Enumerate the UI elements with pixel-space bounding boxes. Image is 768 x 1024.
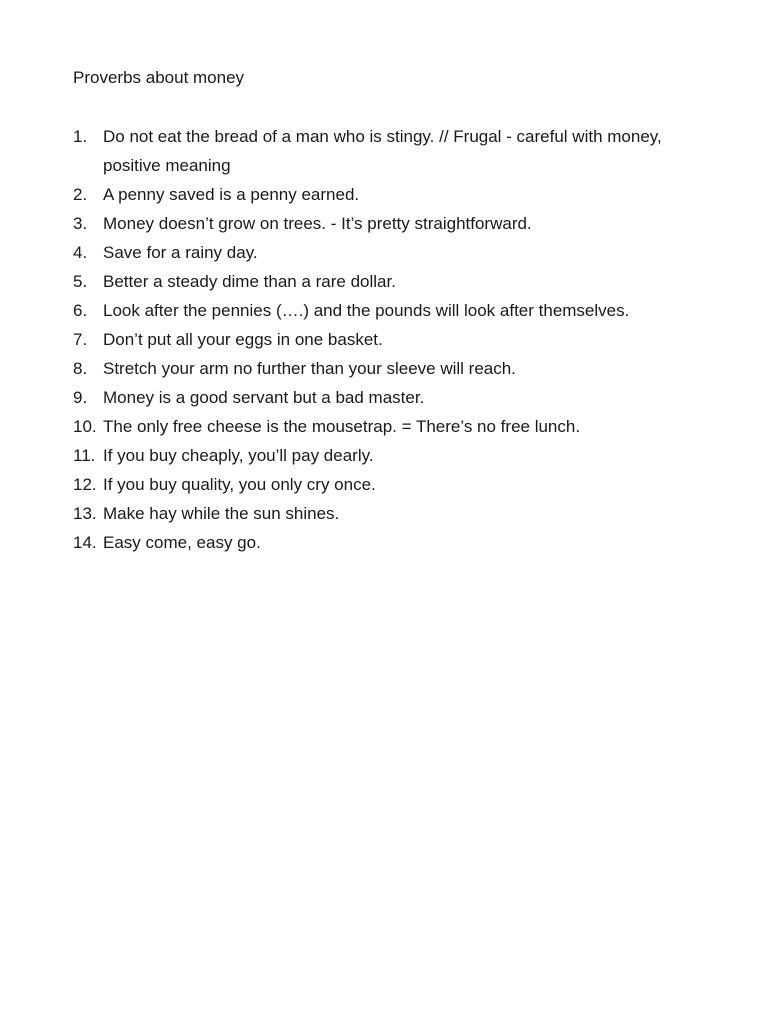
list-item-text: Do not eat the bread of a man who is stingy. // Frugal - careful with money, positive meaning bbox=[103, 127, 662, 175]
list-item-number: 2. bbox=[73, 185, 88, 204]
list-item-text: Save for a rainy day. bbox=[103, 243, 258, 262]
document-title: Proverbs about money bbox=[73, 68, 245, 87]
list-item bbox=[73, 296, 693, 325]
list-item bbox=[73, 325, 693, 354]
list-item-text: Make hay while the sun shines. bbox=[103, 504, 340, 523]
list-item-text: Don’t put all your eggs in one basket. bbox=[103, 330, 383, 349]
list-item bbox=[73, 383, 693, 412]
list-item bbox=[73, 180, 693, 209]
proverb-list bbox=[73, 122, 693, 557]
list-item-number: 12. bbox=[73, 475, 97, 494]
list-item-text: Easy come, easy go. bbox=[103, 533, 261, 552]
list-item bbox=[73, 354, 693, 383]
list-item-number: 8. bbox=[73, 359, 88, 378]
list-item bbox=[73, 470, 693, 499]
list-item-text: Look after the pennies (….) and the pounds will look after themselves. bbox=[103, 301, 630, 320]
list-item bbox=[73, 267, 693, 296]
list-item bbox=[73, 209, 693, 238]
list-item-number: 10. bbox=[73, 417, 97, 436]
list-item-text: Money is a good servant but a bad master. bbox=[103, 388, 425, 407]
list-item-text: Money doesn’t grow on trees. - It’s pretty straightforward. bbox=[103, 214, 532, 233]
list-item-number: 7. bbox=[73, 330, 88, 349]
list-item-number: 9. bbox=[73, 388, 88, 407]
list-item-number: 6. bbox=[73, 301, 88, 320]
list-item bbox=[73, 528, 693, 557]
list-item-text: Stretch your arm no further than your sleeve will reach. bbox=[103, 359, 516, 378]
list-item-text: A penny saved is a penny earned. bbox=[103, 185, 360, 204]
list-item bbox=[73, 122, 693, 180]
list-item bbox=[73, 412, 693, 441]
list-item bbox=[73, 441, 693, 470]
list-item-number: 3. bbox=[73, 214, 88, 233]
list-item-text: If you buy cheaply, you’ll pay dearly. bbox=[103, 446, 374, 465]
list-item bbox=[73, 499, 693, 528]
list-item bbox=[73, 238, 693, 267]
list-item-text: Better a steady dime than a rare dollar. bbox=[103, 272, 396, 291]
list-item-number: 14. bbox=[73, 533, 97, 552]
list-item-number: 4. bbox=[73, 243, 88, 262]
list-item-number: 1. bbox=[73, 127, 88, 146]
list-item-number: 13. bbox=[73, 504, 97, 523]
list-item-text: The only free cheese is the mousetrap. = There’s no free lunch. bbox=[103, 417, 581, 436]
list-item-number: 5. bbox=[73, 272, 88, 291]
list-item-number: 11. bbox=[73, 446, 96, 465]
list-item-text: If you buy quality, you only cry once. bbox=[103, 475, 376, 494]
